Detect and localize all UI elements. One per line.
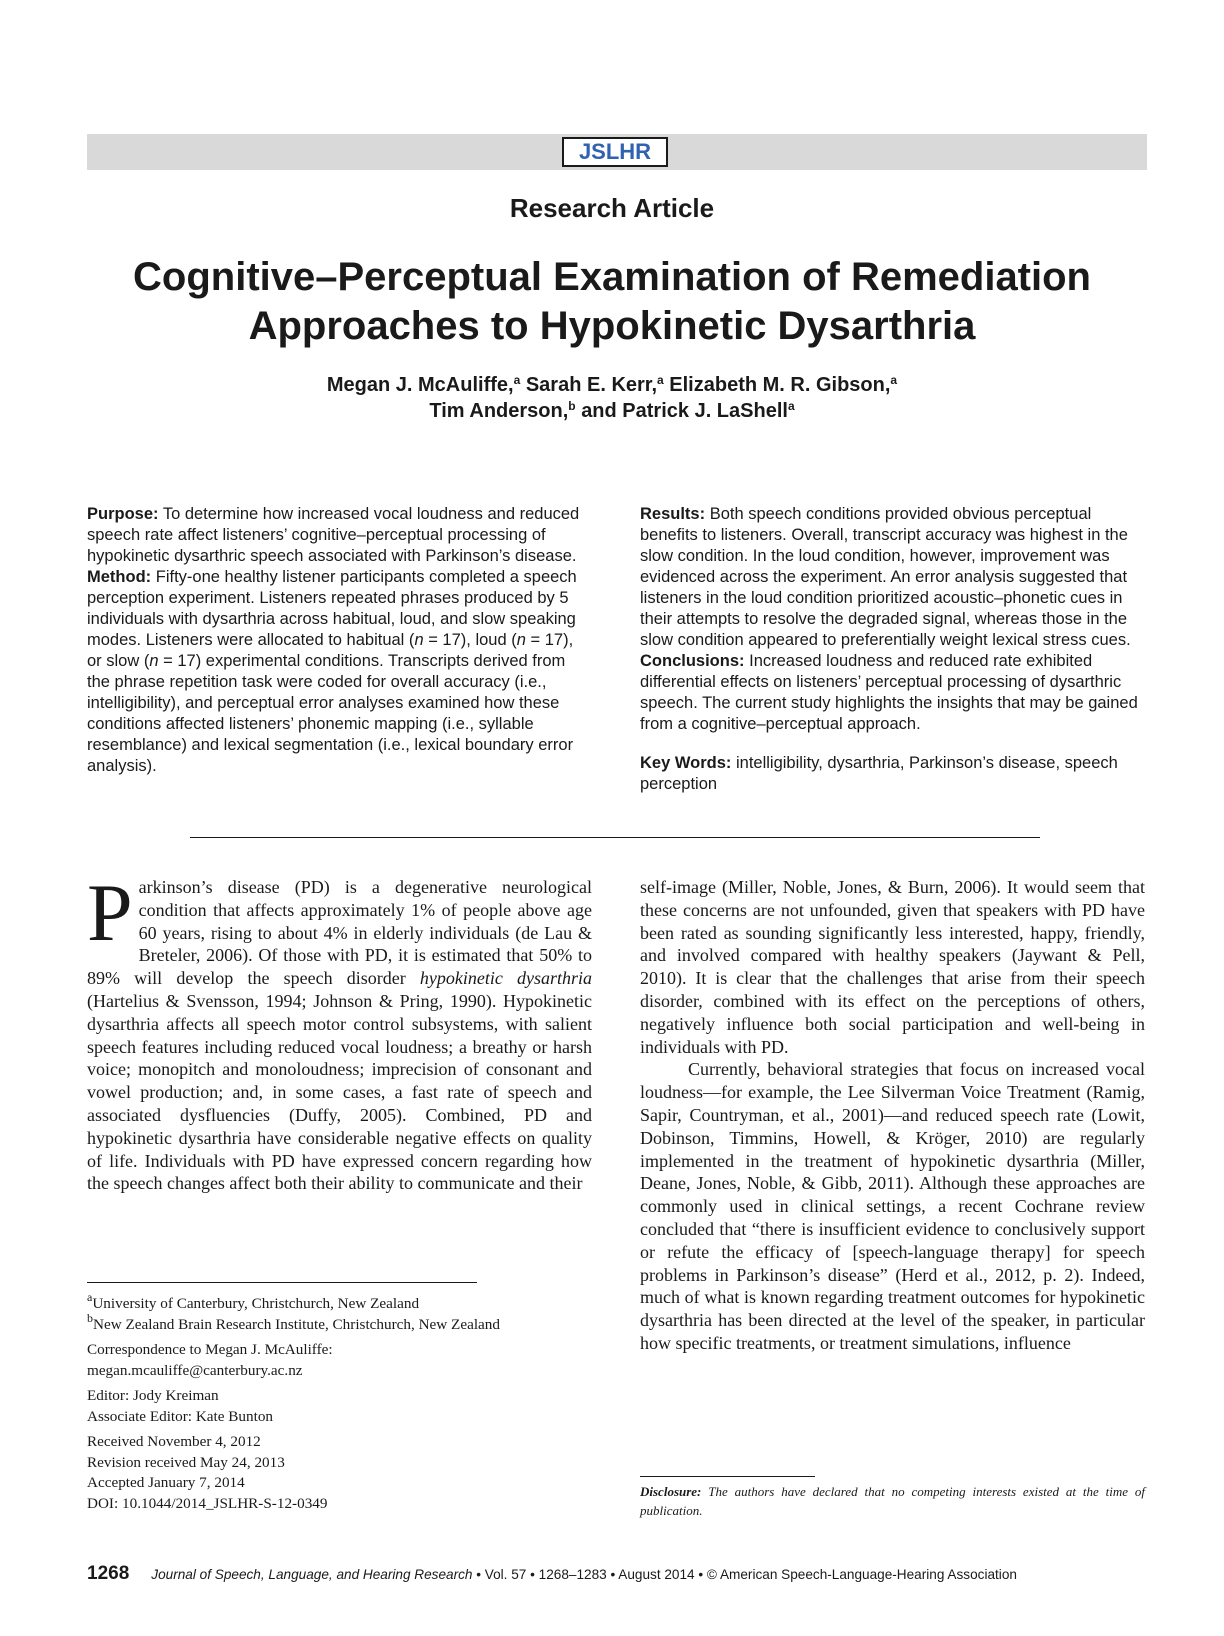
author-affiliation-mark: a [513,373,521,387]
abstract-method-text: = 17), loud ( [423,631,517,649]
correspondence-email[interactable]: megan.mcauliffe@canterbury.ac.nz [87,1361,303,1379]
footer-details: • Vol. 57 • 1268–1283 • August 2014 • © American Speech-Language-Hearing Association [472,1567,1017,1582]
article-title [60,253,1164,351]
footer-citation [151,1567,1017,1582]
author-name: and Patrick J. LaShell [581,400,788,422]
author-name: Megan J. McAuliffe, [326,374,514,396]
footnote-rule [87,1282,477,1283]
sample-size-symbol: n [516,631,526,649]
author-line-1 [60,372,1164,398]
abstract-purpose-text: To determine how increased vocal loudness and reduced speech rate affect listeners’ cognitive–perceptual processing of hypokinetic dysarthric speech associated with Parkinson’s disease. [87,505,580,565]
abstract-conclusions-text: Increased loudness and reduced rate exhibited differential effects on listeners’ perceptual processing of dysarthric speech. The current study highlights the insights that may be gained from a cognitive–perceptual approach. [640,652,1138,733]
sample-size-symbol: n [149,652,159,670]
body-left-column [87,867,592,1195]
author-affiliation-mark: a [657,373,664,387]
disclosure-rule [640,1476,815,1477]
sample-size-symbol: n [414,631,424,649]
affiliation-text: New Zealand Brain Research Institute, Christchurch, New Zealand [93,1315,500,1333]
abstract-method-text: = 17) experimental conditions. Transcripts derived from the phrase repetition task were coded for overall accuracy (i.e., intelligibility), and perceptual error analyses examined how these conditions affected listeners’ phonemic mapping (i.e., syllable resemblance) and lexical segmentation (i.e., lexical boundary error analysis). [87,652,574,775]
abstract-results [640,504,1140,651]
author-line-2 [60,398,1164,424]
disclosure-text: The authors have declared that no competing interests existed at the time of publication. [640,1484,1145,1518]
abstract-method-text: Fifty-one healthy listener participants completed a speech perception experiment. Listeners repeated phrases produced by 5 individuals with dysarthria across habitual, loud, and slow speaking modes. Listeners were allocated to habitual ( [87,568,577,649]
author-name: Elizabeth M. R. Gibson, [669,374,891,396]
disclosure [640,1482,1145,1520]
body-text: (Hartelius & Svensson, 1994; Johnson & Pring, 1990). Hypokinetic dysarthria affects all speech motor control subsystems, with salient speech features including reduced vocal loudness; a breathy or harsh voice; monopitch and monoloudness; imprecision of consonant and vowel production; and, in some cases, a fast rate of speech and associated dysfluencies (Duffy, 2005). Combined, PD and hypokinetic dysarthria have considerable negative effects on quality of life. Individuals with PD have expressed concern regarding how the speech changes affect both their ability to communicate and their [87,990,592,1194]
body-right-column [640,876,1145,1355]
footer-journal-name: Journal of Speech, Language, and Hearing Research [151,1567,473,1582]
journal-badge: JSLHR [562,137,668,167]
abstract-right-column [640,504,1140,795]
abstract-results-text: Both speech conditions provided obvious perceptual benefits to listeners. Overall, transcript accuracy was highest in the slow condition. In the loud condition, however, improvement was evidenced across the experiment. An error analysis suggested that listeners in the loud condition prioritized acoustic–phonetic cues in their attempts to resolve the degraded signal, whereas those in the slow condition appeared to preferentially weight lexical stress cues. [640,505,1131,649]
doi[interactable]: DOI: 10.1044/2014_JSLHR-S-12-0349 [87,1494,328,1512]
page-footer [87,1563,1167,1585]
body-paragraph: self-image (Miller, Noble, Jones, & Burn, 2006). It would seem that these concerns are not unfounded, given that speakers with PD have been rated as sounding significantly less interested, happy, friendly, and involved compared with healthy speakers (Jaywant & Pell, 2010). It is clear that the challenges that arise from their speech disorder, combined with its effect on the perceptions of others, negatively influence both social participation and well-being in individuals with PD. [640,877,1145,1057]
keywords-label: Key Words: [640,754,732,772]
abstract-results-label: Results: [640,505,706,523]
abstract-divider [190,837,1040,838]
correspondence: Correspondence to Megan J. McAuliffe: [87,1341,333,1358]
body-paragraph: Currently, behavioral strategies that focus on increased vocal loudness—for example, the Lee Silverman Voice Treatment (Ramig, Sapir, Countryman, et al., 2001)—and reduced speech rate (Lowit, Dobinson, Timmins, Howell, & Kröger, 2010) are regularly implemented in the treatment of hypokinetic dysarthria (Miller, Deane, Jones, Noble, & Gibb, 2011). Although these approaches are commonly used in clinical settings, a recent Cochrane review concluded that “there is insufficient evidence to conclusively support or refute the efficacy of [speech-language therapy] for speech problems in Parkinson’s disease” (Herd et al., 2012, p. 2). Indeed, much of what is known regarding treatment outcomes for hypokinetic dysarthria has been directed at the level of the speaker, in particular how specific treatments, or treatment simulations, influence [640,1059,1145,1353]
received-date: Received November 4, 2012 [87,1433,261,1450]
affiliation-mark: a [87,1290,93,1304]
affiliation-a [87,1290,607,1315]
affiliation-mark: b [87,1310,93,1325]
title-line-2: Approaches to Hypokinetic Dysarthria [248,304,976,348]
abstract-left-column [87,504,587,777]
title-line-1: Cognitive–Perceptual Examination of Remediation [133,255,1091,299]
abstract-method-text: = 17), or slow ( [87,631,574,670]
author-name: Sarah E. Kerr, [525,374,658,396]
footnotes [87,1290,607,1514]
editor: Editor: Jody Kreiman [87,1387,219,1404]
affiliation-text: University of Canterbury, Christchurch, New Zealand [92,1295,420,1312]
revision-date: Revision received May 24, 2013 [87,1453,285,1471]
affiliation-b [87,1310,607,1336]
abstract-conclusions-label: Conclusions: [640,652,745,670]
associate-editor: Associate Editor: Kate Bunton [87,1407,274,1425]
keywords-text: intelligibility, dysarthria, Parkinson’s disease, speech perception [640,754,1118,793]
author-affiliation-mark: a [890,373,898,387]
body-text: arkinson’s disease (PD) is a degenerative neurological condition that affects approximately 1% of people above age 60 years, rising to about 4% in elderly individuals (de Lau & Breteler, 2006). Of those with PD, it is estimated that 50% to 89% will develop the speech disorder [87,877,592,989]
accepted-date: Accepted January 7, 2014 [87,1474,245,1491]
abstract-method [87,567,587,777]
author-affiliation-mark: a [787,399,795,413]
author-name: Tim Anderson, [429,400,569,422]
abstract-conclusions [640,651,1140,735]
abstract-method-label: Method: [87,568,152,586]
article-type: Research Article [509,193,715,223]
drop-cap: P [87,867,133,958]
author-affiliation-mark: b [568,399,576,413]
disclosure-label: Disclosure: [640,1484,702,1499]
body-emphasis: hypokinetic dysarthria [419,968,592,989]
abstract-keywords [640,753,1140,795]
page-number: 1268 [87,1563,130,1584]
abstract-purpose [87,504,587,567]
author-list [60,372,1164,424]
body-paragraph [87,867,592,1195]
abstract-purpose-label: Purpose: [87,505,159,523]
